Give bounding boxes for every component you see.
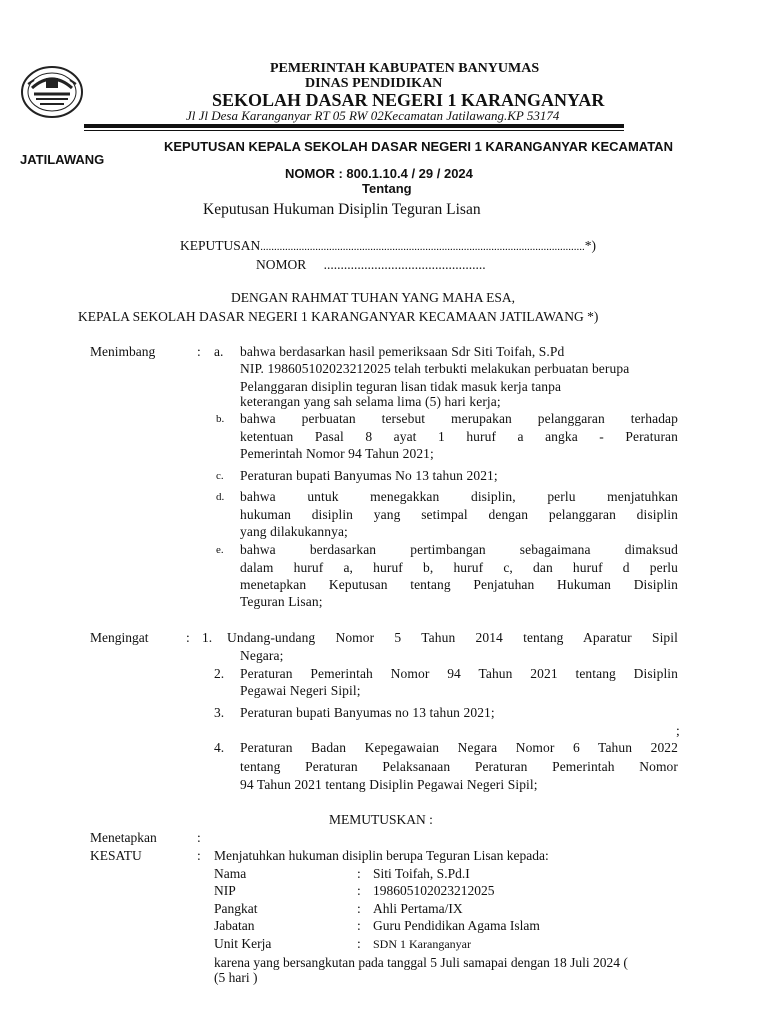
menetapkan-label: Menetapkan <box>90 830 157 845</box>
kesatu-closing-line2: (5 hari ) <box>214 970 258 985</box>
decree-title-line2: JATILAWANG <box>20 152 105 167</box>
letterhead-address: Jl Jl Desa Karanganyar RT 05 RW 02Kecamatan Jatilawang.KP 53174 <box>186 108 560 123</box>
letterhead-rule-thin <box>84 130 624 131</box>
menimbang-e-line2: dalam huruf a, huruf b, huruf c, dan huruf d perlu <box>240 560 678 575</box>
menimbang-b-line2: ketentuan Pasal 8 ayat 1 huruf a angka - Peraturan <box>240 429 678 444</box>
mengingat-2-line1: Peraturan Pemerintah Nomor 94 Tahun 2021 tentang Disiplin <box>240 666 678 681</box>
menimbang-a-line4: keterangan yang sah selama lima (5) hari kerja; <box>240 394 501 409</box>
menetapkan-colon: : <box>197 830 201 845</box>
preamble-line1: DENGAN RAHMAT TUHAN YANG MAHA ESA, <box>231 290 516 305</box>
menimbang-marker-b: b. <box>216 413 225 425</box>
menimbang-e-line3: menetapkan Keputusan tentang Penjatuhan Hukuman Disiplin <box>240 577 678 592</box>
menimbang-marker-d: d. <box>216 491 225 503</box>
menimbang-b-line1: bahwa perbuatan tersebut merupakan pelanggaran terhadap <box>240 411 678 426</box>
reference-keputusan-label: KEPUTUSAN <box>180 238 261 253</box>
mengingat-2-line2: Pegawai Negeri Sipil; <box>240 683 361 698</box>
letterhead-government: PEMERINTAH KABUPATEN BANYUMAS <box>270 61 540 76</box>
field-nama-colon: : <box>357 866 361 881</box>
menimbang-marker-e: e. <box>216 544 224 556</box>
menimbang-marker-a: a. <box>214 344 224 359</box>
field-unit-kerja-colon: : <box>357 936 361 951</box>
menimbang-d-line3: yang dilakukannya; <box>240 524 348 539</box>
letterhead-office: DINAS PENDIDIKAN <box>305 76 443 91</box>
menimbang-c-line1: Peraturan bupati Banyumas No 13 tahun 2021; <box>240 468 498 483</box>
letterhead-rule-thick <box>84 124 624 128</box>
menimbang-e-line4: Teguran Lisan; <box>240 594 323 609</box>
field-jabatan-value: Guru Pendidikan Agama Islam <box>373 918 540 933</box>
field-unit-kerja-label: Unit Kerja <box>214 936 272 951</box>
field-nama-value: Siti Toifah, S.Pd.I <box>373 866 470 881</box>
mengingat-1-line2: Negara; <box>240 648 284 663</box>
memutuskan-heading: MEMUTUSKAN : <box>329 812 433 827</box>
mengingat-4-line3: 94 Tahun 2021 tentang Disiplin Pegawai Negeri Sipil; <box>240 777 538 792</box>
field-nip-label: NIP <box>214 883 236 898</box>
menimbang-marker-c: c. <box>216 470 224 482</box>
mengingat-marker-4: 4. <box>214 740 225 755</box>
letterhead-school-name: SEKOLAH DASAR NEGERI 1 KARANGANYAR <box>212 90 605 110</box>
decree-subject: Keputusan Hukuman Disiplin Teguran Lisan <box>203 201 481 218</box>
kesatu-colon: : <box>197 848 201 863</box>
field-pangkat-label: Pangkat <box>214 901 258 916</box>
field-jabatan-colon: : <box>357 918 361 933</box>
reference-keputusan-dots: ...................................................................................................................... <box>260 241 585 253</box>
mengingat-label: Mengingat <box>90 630 149 645</box>
reference-nomor <box>256 257 486 273</box>
mengingat-3-line1: Peraturan bupati Banyumas no 13 tahun 2021; <box>240 705 495 720</box>
reference-keputusan-mark: *) <box>584 238 597 253</box>
menimbang-a-line1: bahwa berdasarkan hasil pemeriksaan Sdr Siti Toifah, S.Pd <box>240 344 565 359</box>
mengingat-1-line1: Undang-undang Nomor 5 Tahun 2014 tentang Aparatur Sipil <box>227 630 678 645</box>
menimbang-d-line2: hukuman disiplin yang setimpal dengan pelanggaran disiplin <box>240 507 678 522</box>
field-nama-label: Nama <box>214 866 247 881</box>
mengingat-colon: : <box>186 630 190 645</box>
field-pangkat-colon: : <box>357 901 361 916</box>
mengingat-4-line2: tentang Peraturan Pelaksanaan Peraturan Pemerintah Nomor <box>240 759 678 774</box>
kesatu-closing-line1: karena yang bersangkutan pada tanggal 5 Juli samapai dengan 18 Juli 2024 ( <box>214 955 628 970</box>
menimbang-b-line3: Pemerintah Nomor 94 Tahun 2021; <box>240 446 434 461</box>
reference-keputusan <box>180 238 596 254</box>
reference-nomor-dots: ................................................ <box>323 257 486 272</box>
menimbang-a-line2: NIP. 198605102023212025 telah terbukti melakukan perbuatan berupa <box>240 361 630 376</box>
decree-number: NOMOR : 800.1.10.4 / 29 / 2024 <box>285 166 473 181</box>
menimbang-a-line3: Pelanggaran disiplin teguran lisan tidak masuk kerja tanpa <box>240 379 562 394</box>
menimbang-colon: : <box>197 344 201 359</box>
mengingat-marker-3: 3. <box>214 705 225 720</box>
preamble-line2: KEPALA SEKOLAH DASAR NEGERI 1 KARANGANYAR KECAMAAN JATILAWANG *) <box>78 309 599 324</box>
field-unit-kerja-value: SDN 1 Karanganyar <box>373 937 471 951</box>
field-nip-value: 198605102023212025 <box>373 883 495 898</box>
menimbang-label: Menimbang <box>90 344 156 359</box>
field-pangkat-value: Ahli Pertama/IX <box>373 901 463 916</box>
menimbang-e-line1: bahwa berdasarkan pertimbangan sebagaimana dimaksud <box>240 542 678 557</box>
kesatu-label: KESATU <box>90 848 142 863</box>
mengingat-4-line1: Peraturan Badan Kepegawaian Negara Nomor 6 Tahun 2022 <box>240 740 678 755</box>
mengingat-3-trailing: ; <box>676 723 680 738</box>
field-nip-colon: : <box>357 883 361 898</box>
mengingat-marker-1: 1. <box>202 630 213 645</box>
regency-emblem-logo <box>20 62 84 120</box>
decree-title-line1: KEPUTUSAN KEPALA SEKOLAH DASAR NEGERI 1 KARANGANYAR KECAMATAN <box>164 139 673 154</box>
decree-tentang: Tentang <box>362 181 412 196</box>
mengingat-marker-2: 2. <box>214 666 225 681</box>
kesatu-text: Menjatuhkan hukuman disiplin berupa Teguran Lisan kepada: <box>214 848 549 863</box>
menimbang-d-line1: bahwa untuk menegakkan disiplin, perlu menjatuhkan <box>240 489 678 504</box>
field-jabatan-label: Jabatan <box>214 918 255 933</box>
reference-nomor-label: NOMOR <box>256 257 307 272</box>
